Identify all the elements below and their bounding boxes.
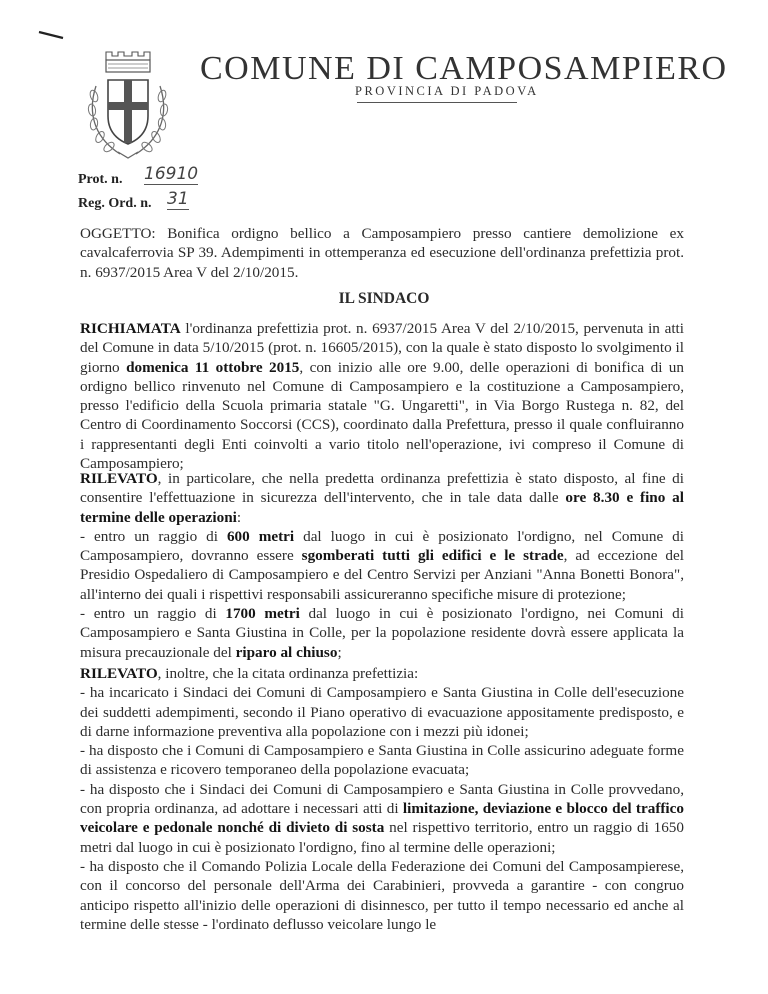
register-label: Reg. Ord. n. bbox=[78, 196, 152, 211]
paragraph-text: - entro un raggio di bbox=[80, 605, 226, 623]
paragraph-text: , ad eccezione del Presidio Ospedaliero di Camposampiero e del Centro Servizi per Anziani "Anna Bonetti Bonora", all'interno dei quali i rispettivi responsabili assicureranno specifiche misure di protezione; bbox=[80, 547, 684, 603]
register-number-handwritten: 31 bbox=[167, 189, 189, 209]
paragraph-text: - entro un raggio di bbox=[80, 527, 227, 545]
evacuation-measure: sgomberati tutti gli edifici e le strade bbox=[301, 547, 564, 565]
paragraph-lead: RILEVATO bbox=[80, 470, 158, 487]
time-window: ore 8.30 e fino al termine delle operazioni bbox=[80, 489, 684, 526]
paragraph-text: - ha disposto che i Sindaci dei Comuni di Camposampiero e Santa Giustina in Colle provvedano, con propria ordinanza, ad adottare i necessari atti di bbox=[80, 780, 684, 818]
paragraph-lead: RILEVATO bbox=[80, 665, 158, 682]
protocol-label: Prot. n. bbox=[78, 172, 123, 187]
radius-1700: 1700 metri bbox=[225, 605, 300, 623]
paragraph-text: , inoltre, che la citata ordinanza prefettizia: bbox=[157, 665, 419, 682]
paragraph-text: dal luogo in cui è posizionato l'ordigno, nel Comune di Camposampiero, dovranno essere bbox=[80, 527, 684, 565]
page-subtitle: PROVINCIA DI PADOVA bbox=[355, 84, 539, 98]
municipal-crest-icon bbox=[82, 50, 174, 162]
paragraph-text: - ha disposto che i Comuni di Camposampiero e Santa Giustina in Colle assicurino adeguate forme di assistenza e ricovero temporaneo della popolazione evacuata; bbox=[80, 742, 684, 779]
paragraph-rilevato-1 bbox=[80, 469, 684, 662]
paragraph-richiamata bbox=[80, 319, 684, 473]
header-divider bbox=[357, 102, 517, 103]
paragraph-text: : bbox=[236, 508, 242, 526]
paragraph-text: , in particolare, che nella predetta ordinanza prefettizia è stato disposto, al fine di consentire l'effettuazione in sicurezza dell'intervento, che in tale data dalle bbox=[80, 470, 684, 507]
paragraph-text: l'ordinanza prefettizia prot. n. 6937/2015 Area V del 2/10/2015, pervenuta in atti del Comune in data 5/10/2015 (prot. n. 16605/2015), con la quale è stato disposto lo svolgimento il giorno bbox=[80, 320, 684, 376]
pen-stroke-mark bbox=[38, 30, 64, 40]
radius-600: 600 metri bbox=[226, 527, 295, 545]
paragraph-text: , con inizio alle ore 9.00, delle operazioni di bonifica di un ordigno bellico rinvenuto nel Comune di Camposampiero e la costituzione a Camposampiero, presso l'edificio della Scuola primaria statale "G. Ungaretti", in Via Borgo Rustega n. 82, del Centro di Coordinamento Soccorsi (CCS), coordinato dalla Prefettura, presso il quale confluiranno i rappresentanti degli Enti coinvolti a vario titolo nell'operazione, ivi compreso il Comune di Camposampiero; bbox=[80, 358, 684, 473]
paragraph-text: - ha incaricato i Sindaci dei Comuni di Camposampiero e Santa Giustina in Colle dell'esecuzione dei suddetti adempimenti, secondo il Piano operativo di evacuazione appositamente predisposto, e di darne informazione preventiva alla popolazione con i mezzi più idonei; bbox=[80, 684, 684, 740]
paragraph-lead: RICHIAMATA bbox=[80, 320, 181, 337]
protocol-number-handwritten: 16910 bbox=[144, 164, 199, 184]
shelter-measure: riparo al chiuso bbox=[235, 643, 338, 661]
paragraph-text: dal luogo in cui è posizionato l'ordigno, nei Comuni di Camposampiero e Santa Giustina in Colle, per la popolazione residente dovrà essere applicata la misura precauzionale del bbox=[80, 605, 684, 661]
event-date: domenica 11 ottobre 2015 bbox=[126, 358, 300, 376]
paragraph-text: - ha disposto che il Comando Polizia Locale della Federazione dei Comuni del Camposampierese, con il concorso del personale dell'Arma dei Carabinieri, provveda a garantire - con congruo anticipo rispetto all'inizio delle operazioni di disinnesco, per tutto il tempo necessario ed anche al termine delle stesse - l'ordinato deflusso veicolare lungo le bbox=[80, 857, 684, 933]
page-title: COMUNE DI CAMPOSAMPIERO bbox=[200, 50, 728, 87]
subject-paragraph: OGGETTO: Bonifica ordigno bellico a Camposampiero presso cantiere demolizione ex cavalcaferrovia SP 39. Adempimenti in ottemperanza ed esecuzione dell'ordinanza prefettizia prot. n. 6937/2015 Area V del 2/10/2015. bbox=[80, 225, 684, 281]
paragraph-text: ; bbox=[337, 643, 342, 661]
paragraph-text: nel rispettivo territorio, entro un raggio di 1650 metri dal luogo in cui è posizionato l'ordigno, fino al termine delle operazioni; bbox=[80, 819, 684, 856]
paragraph-rilevato-2 bbox=[80, 664, 684, 934]
traffic-measures: limitazione, deviazione e blocco del traffico veicolare e pedonale nonché di divieto di sosta bbox=[80, 800, 684, 837]
section-heading: IL SINDACO bbox=[338, 290, 430, 307]
